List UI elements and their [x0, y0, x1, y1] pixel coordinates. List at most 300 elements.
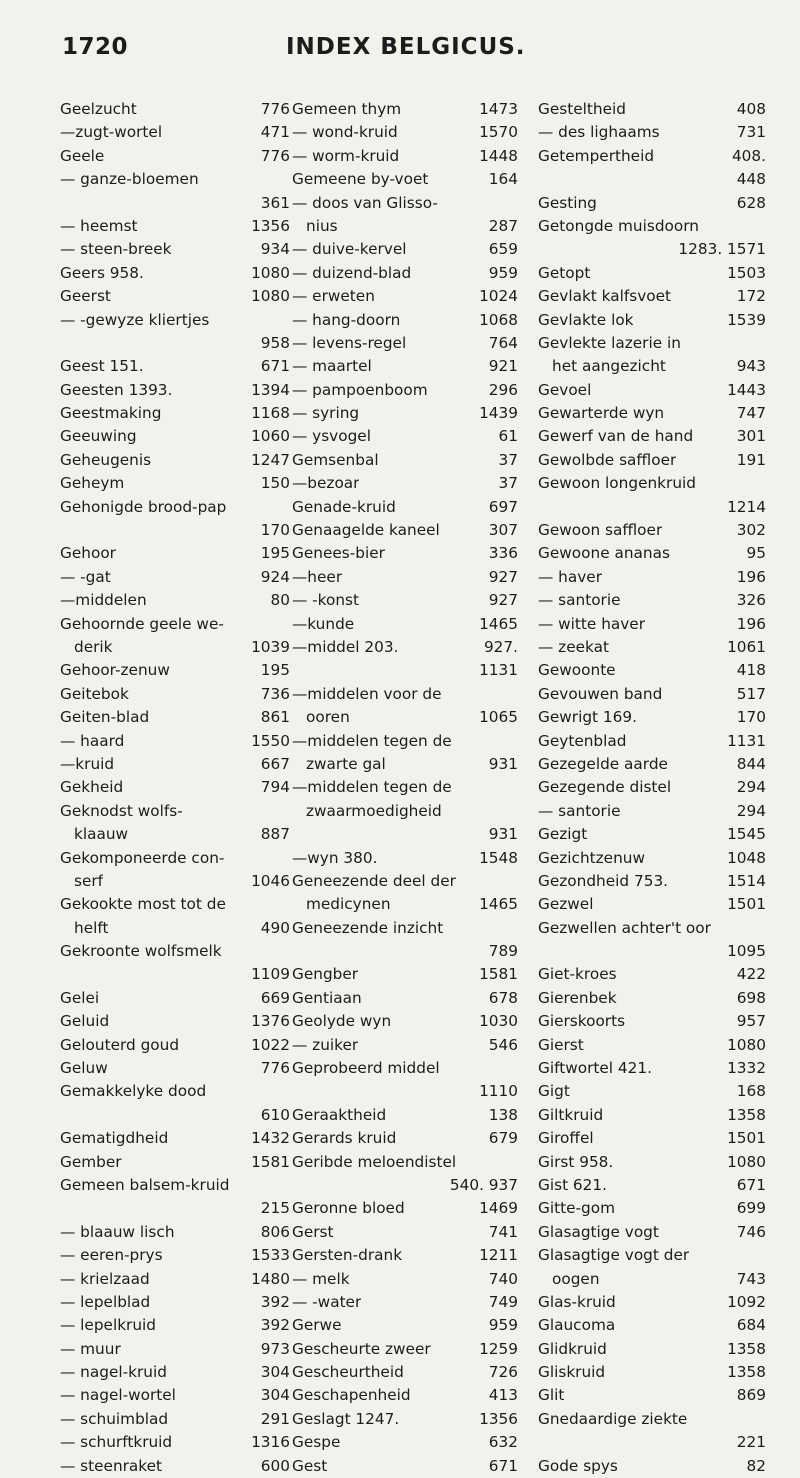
entry-term: Genees-bier	[292, 544, 385, 563]
index-entry	[60, 1034, 290, 1057]
entry-term: Geiten-blad	[60, 708, 150, 727]
entry-page-ref: 196	[736, 614, 766, 633]
entry-page-ref: 1548	[479, 848, 518, 867]
index-entry	[60, 238, 290, 261]
entry-page-ref: 697	[488, 497, 518, 516]
entry-term: Gematigdheid	[60, 1129, 169, 1148]
index-entry	[292, 1268, 518, 1291]
entry-page-ref: 95	[746, 544, 766, 563]
entry-page-ref: 743	[736, 1269, 766, 1288]
entry-term: Genade-kruid	[292, 497, 396, 516]
entry-term: Geribde meloendistel	[292, 1152, 457, 1171]
entry-page-ref: 168	[736, 1082, 766, 1101]
entry-term: Gehonigde brood-pap	[60, 497, 227, 516]
index-entry	[60, 1431, 290, 1454]
index-entry	[538, 917, 766, 940]
entry-term: — -gewyze kliertjes	[60, 310, 210, 329]
entry-page-ref: 1022	[251, 1035, 290, 1054]
entry-term: Getopt	[538, 263, 591, 282]
index-entry	[538, 472, 766, 495]
entry-term: Gevlakt kalfsvoet	[538, 287, 672, 306]
entry-term: Geslagt 1247.	[292, 1409, 400, 1428]
entry-page-ref: 196	[736, 567, 766, 586]
index-entry	[60, 1197, 290, 1220]
index-entry	[292, 449, 518, 472]
entry-page-ref: 684	[736, 1316, 766, 1335]
entry-term: het aangezicht	[552, 357, 666, 376]
entry-term: Gierenbek	[538, 988, 617, 1007]
entry-term: Gezwellen achter't oor	[538, 918, 711, 937]
entry-term: zwarte gal	[306, 754, 386, 773]
index-entry	[292, 613, 518, 636]
index-entry	[538, 589, 766, 612]
index-entry	[60, 309, 290, 332]
entry-term: — pampoenboom	[292, 380, 428, 399]
index-entry	[538, 332, 766, 355]
entry-term: Geestmaking	[60, 404, 162, 423]
entry-term: Giet-kroes	[538, 965, 617, 984]
entry-term: Gesteltheid	[538, 100, 626, 118]
entry-term: Gliskruid	[538, 1363, 606, 1382]
index-entry	[538, 215, 766, 238]
entry-term: Geluid	[60, 1012, 110, 1031]
index-entry	[60, 1408, 290, 1431]
index-entry	[292, 309, 518, 332]
index-entry	[538, 1455, 766, 1478]
page-header	[62, 24, 700, 72]
index-entry	[60, 355, 290, 378]
entry-page-ref: 304	[260, 1386, 290, 1405]
entry-page-ref	[514, 730, 518, 753]
index-entry	[60, 1151, 290, 1174]
index-entry	[538, 449, 766, 472]
entry-page-ref	[514, 683, 518, 706]
index-entry	[292, 847, 518, 870]
entry-page-ref: 1110	[479, 1082, 518, 1101]
index-entry	[538, 425, 766, 448]
entry-page-ref: 138	[488, 1105, 518, 1124]
index-entry	[292, 1338, 518, 1361]
entry-page-ref	[762, 472, 766, 495]
index-entry	[538, 1010, 766, 1033]
index-entry	[60, 425, 290, 448]
index-entry	[60, 706, 290, 729]
entry-page-ref: 1545	[727, 825, 766, 844]
index-entry	[538, 1057, 766, 1080]
entry-page-ref: 546	[488, 1035, 518, 1054]
entry-page-ref: 307	[488, 521, 518, 540]
index-entry	[60, 192, 290, 215]
entry-page-ref: 1131	[727, 731, 766, 750]
entry-term: — nagel-wortel	[60, 1386, 176, 1405]
index-entry	[60, 589, 290, 612]
entry-page-ref: 1432	[251, 1129, 290, 1148]
entry-page-ref: 291	[260, 1409, 290, 1428]
index-entry	[292, 1384, 518, 1407]
entry-page-ref: 61	[498, 427, 518, 446]
entry-page-ref: 959	[488, 1316, 518, 1335]
entry-term: Gezichtzenuw	[538, 848, 645, 867]
index-entry	[60, 1244, 290, 1267]
entry-page-ref: 215	[260, 1199, 290, 1218]
entry-term: zwaarmoedigheid	[306, 801, 442, 820]
index-entry	[60, 1268, 290, 1291]
entry-page-ref: 1092	[727, 1292, 766, 1311]
entry-term: Gewoone ananas	[538, 544, 670, 563]
entry-page-ref: 943	[736, 357, 766, 376]
index-entry	[538, 1104, 766, 1127]
entry-term: Geesten 1393.	[60, 380, 173, 399]
entry-page-ref: 150	[260, 474, 290, 493]
entry-term: Gezondheid 753.	[538, 871, 669, 890]
index-entry	[292, 659, 518, 682]
index-entry	[60, 1455, 290, 1478]
index-entry	[292, 285, 518, 308]
entry-term: Gest	[292, 1456, 328, 1475]
entry-page-ref: 1465	[479, 895, 518, 914]
entry-term: Gewrigt 169.	[538, 708, 637, 727]
entry-page-ref: 195	[260, 544, 290, 563]
index-entry	[292, 1197, 518, 1220]
index-entry	[292, 987, 518, 1010]
index-entry	[538, 145, 766, 168]
entry-page-ref: 392	[260, 1316, 290, 1335]
index-entry	[538, 566, 766, 589]
index-entry	[60, 1361, 290, 1384]
entry-term: Geronne bloed	[292, 1199, 405, 1218]
entry-term: —middel 203.	[292, 637, 399, 656]
entry-page-ref: 191	[736, 450, 766, 469]
entry-page-ref: 1283. 1571	[678, 240, 766, 259]
entry-page-ref: 669	[260, 988, 290, 1007]
index-entry	[292, 262, 518, 285]
entry-term: — nagel-kruid	[60, 1363, 167, 1382]
index-entry	[60, 1314, 290, 1337]
entry-term: —middelen tegen de	[292, 778, 452, 797]
entry-term: — santorie	[538, 591, 621, 610]
index-entry	[292, 192, 518, 215]
index-entry	[60, 963, 290, 986]
entry-term: Geraaktheid	[292, 1105, 387, 1124]
index-entry	[292, 1291, 518, 1314]
entry-term: Gevlakte lok	[538, 310, 634, 329]
entry-page-ref: 296	[488, 380, 518, 399]
entry-page-ref: 1024	[479, 287, 518, 306]
entry-page-ref	[514, 776, 518, 799]
entry-page-ref: 747	[736, 404, 766, 423]
entry-term: Gezegelde aarde	[538, 754, 668, 773]
entry-page-ref: 1439	[479, 404, 518, 423]
index-entry	[60, 1221, 290, 1244]
entry-term: Gist 621.	[538, 1175, 607, 1194]
entry-term: Geluw	[60, 1059, 108, 1078]
entry-page-ref: 1550	[251, 731, 290, 750]
entry-page-ref: 861	[260, 708, 290, 727]
index-entry	[292, 893, 518, 916]
entry-page-ref: 959	[488, 263, 518, 282]
entry-term: — -konst	[292, 591, 360, 610]
entry-term: helft	[74, 918, 109, 937]
index-entry	[60, 613, 290, 636]
index-entry	[60, 659, 290, 682]
index-entry	[538, 1314, 766, 1337]
entry-term: Gezwel	[538, 895, 594, 914]
index-entry	[60, 753, 290, 776]
index-entry	[538, 1431, 766, 1454]
entry-page-ref	[514, 870, 518, 893]
entry-term: — krielzaad	[60, 1269, 150, 1288]
index-entry	[538, 1151, 766, 1174]
index-entry	[60, 1384, 290, 1407]
entry-page-ref: 1080	[727, 1035, 766, 1054]
entry-page-ref	[514, 1057, 518, 1080]
entry-term: — santorie	[538, 801, 621, 820]
entry-page-ref: 1247	[251, 450, 290, 469]
entry-term: Gemeen balsem-kruid	[60, 1175, 230, 1194]
index-entry	[292, 121, 518, 144]
index-entry	[538, 1338, 766, 1361]
entry-term: — -gat	[60, 567, 111, 586]
index-column-1	[60, 98, 290, 1478]
entry-term: Geelzucht	[60, 100, 137, 118]
index-entry	[292, 800, 518, 823]
entry-page-ref: 1356	[479, 1409, 518, 1428]
index-entry	[292, 472, 518, 495]
index-entry	[292, 1244, 518, 1267]
entry-page-ref: 1211	[479, 1246, 518, 1265]
entry-page-ref: 869	[736, 1386, 766, 1405]
entry-page-ref: 1501	[727, 1129, 766, 1148]
entry-page-ref	[762, 1244, 766, 1267]
entry-term: Gescheurtheid	[292, 1363, 404, 1382]
entry-page-ref: 1394	[251, 380, 290, 399]
entry-term: Gemeen thym	[292, 100, 402, 118]
entry-term: —kunde	[292, 614, 355, 633]
entry-term: Glasagtige vogt	[538, 1222, 659, 1241]
entry-page-ref	[286, 613, 290, 636]
index-entry	[60, 987, 290, 1010]
entry-page-ref: 1046	[251, 871, 290, 890]
entry-term: Giltkruid	[538, 1105, 604, 1124]
entry-term: Gelei	[60, 988, 100, 1007]
entry-page-ref	[762, 332, 766, 355]
entry-page-ref: 1533	[251, 1246, 290, 1265]
entry-page-ref: 517	[736, 684, 766, 703]
index-entry	[60, 1291, 290, 1314]
entry-page-ref: 1581	[251, 1152, 290, 1171]
entry-page-ref: 632	[488, 1433, 518, 1452]
index-entry	[60, 332, 290, 355]
index-entry	[292, 1221, 518, 1244]
entry-page-ref	[514, 800, 518, 823]
index-entry	[538, 121, 766, 144]
running-title: INDEX BELGICUS.	[286, 34, 526, 60]
entry-page-ref: 741	[488, 1222, 518, 1241]
entry-page-ref: 1030	[479, 1012, 518, 1031]
entry-page-ref: 671	[736, 1175, 766, 1194]
index-entry	[292, 1010, 518, 1033]
entry-page-ref: 1358	[727, 1105, 766, 1124]
index-entry	[538, 1408, 766, 1431]
entry-term: — blaauw lisch	[60, 1222, 175, 1241]
entry-term: —zugt-wortel	[60, 123, 163, 142]
entry-term: Glidkruid	[538, 1339, 607, 1358]
entry-page-ref: 1109	[251, 965, 290, 984]
index-entry	[60, 1010, 290, 1033]
index-entry	[292, 1361, 518, 1384]
index-entry	[60, 262, 290, 285]
entry-term: Gigt	[538, 1082, 570, 1101]
index-entry	[292, 1127, 518, 1150]
entry-term: serf	[74, 871, 104, 890]
entry-page-ref: 699	[736, 1199, 766, 1218]
entry-term: Geheugenis	[60, 450, 152, 469]
entry-term: Geknodst wolfs-	[60, 801, 183, 820]
entry-term: — schuimblad	[60, 1409, 169, 1428]
index-entry	[538, 1221, 766, 1244]
entry-page-ref	[762, 1408, 766, 1431]
index-entry	[292, 542, 518, 565]
index-entry	[538, 893, 766, 916]
entry-term: Gnedaardige ziekte	[538, 1409, 688, 1428]
index-entry	[538, 402, 766, 425]
entry-term: Gespe	[292, 1433, 341, 1452]
entry-term: — hang-doorn	[292, 310, 401, 329]
index-entry	[60, 823, 290, 846]
index-entry	[60, 776, 290, 799]
entry-page-ref: 490	[260, 918, 290, 937]
entry-page-ref: 1061	[727, 637, 766, 656]
index-entry	[538, 847, 766, 870]
entry-term: —bezoar	[292, 474, 360, 493]
entry-term: — zeekat	[538, 637, 609, 656]
entry-term: Geele	[60, 146, 105, 165]
entry-term: — duive-kervel	[292, 240, 407, 259]
entry-page-ref: 82	[746, 1456, 766, 1475]
index-entry	[60, 847, 290, 870]
entry-term: Geprobeerd middel	[292, 1059, 440, 1078]
entry-page-ref	[286, 1174, 290, 1197]
entry-term: — muur	[60, 1339, 121, 1358]
index-entry	[538, 730, 766, 753]
entry-page-ref	[286, 1080, 290, 1103]
entry-page-ref	[762, 215, 766, 238]
entry-term: Gekookte most tot de	[60, 895, 226, 914]
entry-page-ref: 736	[260, 684, 290, 703]
entry-term: Geitebok	[60, 684, 129, 703]
index-entry	[538, 542, 766, 565]
entry-term: Gemakkelyke dood	[60, 1082, 207, 1101]
index-entry	[60, 472, 290, 495]
entry-term: Giftwortel 421.	[538, 1059, 652, 1078]
index-entry	[538, 776, 766, 799]
entry-page-ref: 764	[488, 333, 518, 352]
entry-page-ref: 1503	[727, 263, 766, 282]
entry-page-ref	[286, 847, 290, 870]
entry-page-ref: 776	[260, 100, 290, 118]
index-entry	[292, 1080, 518, 1103]
entry-page-ref: 958	[260, 333, 290, 352]
entry-page-ref: 1376	[251, 1012, 290, 1031]
index-entry	[292, 519, 518, 542]
entry-page-ref: 221	[736, 1433, 766, 1452]
entry-page-ref	[286, 800, 290, 823]
entry-page-ref: 448	[736, 170, 766, 189]
index-entry	[60, 285, 290, 308]
entry-term: Gehoor	[60, 544, 116, 563]
index-entry	[292, 870, 518, 893]
entry-page-ref	[514, 1151, 518, 1174]
entry-page-ref: 1080	[251, 287, 290, 306]
index-entry	[538, 613, 766, 636]
entry-term: — ysvogel	[292, 427, 371, 446]
entry-term: — lepelblad	[60, 1292, 151, 1311]
index-entry	[538, 800, 766, 823]
entry-term: Geolyde wyn	[292, 1012, 392, 1031]
entry-term: — levens-regel	[292, 333, 407, 352]
entry-page-ref: 1443	[727, 380, 766, 399]
index-entry	[538, 1034, 766, 1057]
entry-term: Gekroonte wolfsmelk	[60, 942, 222, 961]
index-entry	[292, 1151, 518, 1174]
entry-page-ref: 776	[260, 146, 290, 165]
index-entry	[60, 168, 290, 191]
entry-page-ref	[762, 917, 766, 940]
index-column-3	[538, 98, 766, 1478]
entry-term: Gierst	[538, 1035, 584, 1054]
entry-page-ref: 844	[736, 754, 766, 773]
entry-term: Glas-kruid	[538, 1292, 616, 1311]
entry-page-ref: 392	[260, 1292, 290, 1311]
entry-page-ref: 301	[736, 427, 766, 446]
entry-term: Gelouterd goud	[60, 1035, 180, 1054]
entry-page-ref: 172	[736, 287, 766, 306]
index-entry	[60, 98, 290, 121]
entry-page-ref: 746	[736, 1222, 766, 1241]
entry-term: —heer	[292, 567, 343, 586]
entry-page-ref: 600	[260, 1456, 290, 1475]
entry-term: Getongde muisdoorn	[538, 216, 699, 235]
entry-term: Gerst	[292, 1222, 334, 1241]
entry-term: Gemeene by-voet	[292, 170, 429, 189]
entry-term: — wond-kruid	[292, 123, 398, 142]
index-entry	[538, 519, 766, 542]
index-entry	[538, 940, 766, 963]
index-entry	[538, 1174, 766, 1197]
index-entry	[292, 753, 518, 776]
entry-term: — worm-kruid	[292, 146, 400, 165]
index-entry	[60, 496, 290, 519]
entry-term: — erweten	[292, 287, 375, 306]
entry-term: medicynen	[306, 895, 391, 914]
index-entry	[60, 121, 290, 144]
entry-term: Geneezende inzicht	[292, 918, 444, 937]
entry-page-ref: 806	[260, 1222, 290, 1241]
entry-page-ref: 164	[488, 170, 518, 189]
index-entry	[60, 379, 290, 402]
entry-term: — des lighaams	[538, 123, 660, 142]
entry-term: Gevouwen band	[538, 684, 663, 703]
entry-term: Geneezende deel der	[292, 871, 456, 890]
entry-term: — haard	[60, 731, 125, 750]
index-entry	[60, 566, 290, 589]
entry-page-ref: 1332	[727, 1059, 766, 1078]
index-entry	[60, 1127, 290, 1150]
entry-term: — steen-breek	[60, 240, 172, 259]
entry-term: Gevoel	[538, 380, 592, 399]
entry-page-ref: 740	[488, 1269, 518, 1288]
index-entry	[538, 683, 766, 706]
